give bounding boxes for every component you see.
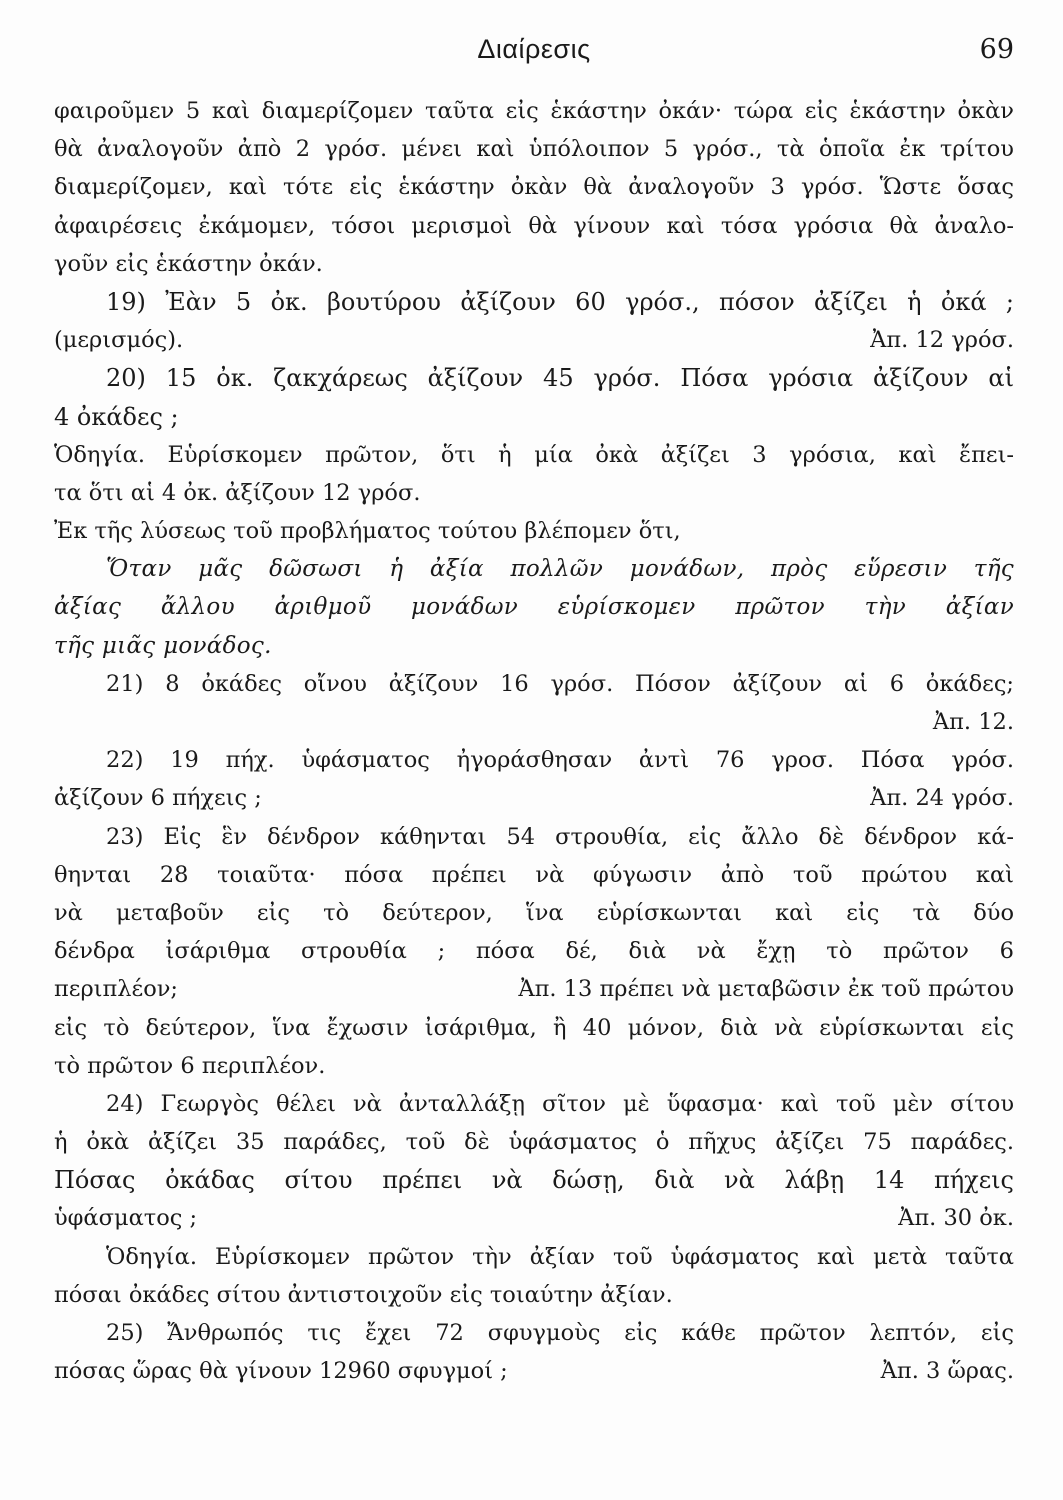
problem-20: 20) 15 ὀκ. ζακχάρεως ἀξίζουν 45 γρόσ. Πόσα γρόσια ἀξίζουν αἱ bbox=[106, 364, 1014, 393]
text-line: Ἐκ τῆς λύσεως τοῦ προβλήματος τούτου βλέπομεν ὅτι, bbox=[54, 518, 681, 545]
text-line bbox=[54, 1199, 1014, 1237]
text-line: τὸ πρῶτον 6 περιπλέον. bbox=[54, 1052, 326, 1079]
page-body bbox=[54, 92, 1014, 1390]
answer-25: Ἀπ. 3 ὥρας. bbox=[880, 1358, 1014, 1385]
answer-21: Ἀπ. 12. bbox=[932, 709, 1014, 735]
rule-text: τῆς μιᾶς μονάδος. bbox=[54, 632, 272, 659]
text-line: Πόσας ὀκάδας σίτου πρέπει νὰ δώσῃ, διὰ νὰ λάβῃ 14 πήχεις bbox=[54, 1166, 1014, 1195]
text-line bbox=[54, 1352, 1014, 1390]
text-fragment: ὑφάσματος ; bbox=[54, 1205, 198, 1232]
answer-23: Ἀπ. 13 πρέπει νὰ μεταβῶσιν ἐκ τοῦ πρώτου bbox=[518, 976, 1014, 1003]
problem-25: 25) Ἄνθρωπός τις ἔχει 72 σφυγμοὺς εἰς κάθε πρῶτον λεπτόν, εἰς bbox=[106, 1320, 1014, 1346]
text-line bbox=[54, 779, 1014, 817]
rule-text: ἀξίας ἄλλου ἀριθμοῦ μονάδων εὑρίσκομεν πρῶτον τὴν ἀξίαν bbox=[54, 594, 1014, 621]
problem-22: 22) 19 πήχ. ὑφάσματος ἠγοράσθησαν ἀντὶ 76 γροσ. Πόσα γρόσ. bbox=[106, 747, 1014, 774]
text-line: θηνται 28 τοιαῦτα· πόσα πρέπει νὰ φύγωσιν ἀπὸ τοῦ πρώτου καὶ bbox=[54, 861, 1014, 888]
text-fragment: περιπλέον; bbox=[54, 976, 179, 1003]
running-title: Διαίρεσις bbox=[477, 34, 591, 64]
text-line: εἰς τὸ δεύτερον, ἵνα ἔχωσιν ἰσάριθμα, ἢ 40 μόνον, διὰ νὰ εὑρίσκωνται εἰς bbox=[54, 1014, 1014, 1041]
text-line: θὰ ἀναλογοῦν ἀπὸ 2 γρόσ. μένει καὶ ὑπόλοιπον 5 γρόσ., τὰ ὁποῖα ἐκ τρίτου bbox=[54, 136, 1014, 163]
text-line: 4 ὀκάδες ; bbox=[54, 402, 179, 431]
answer-19: Ἀπ. 12 γρόσ. bbox=[870, 327, 1014, 354]
answer-24: Ἀπ. 30 ὀκ. bbox=[898, 1205, 1014, 1232]
problem-21: 21) 8 ὀκάδες οἴνου ἀξίζουν 16 γρόσ. Πόσον ἀξίζουν αἱ 6 ὀκάδες; bbox=[106, 670, 1014, 697]
text-line: πόσαι ὀκάδες σίτου ἀντιστοιχοῦν εἰς τοιαύτην ἀξίαν. bbox=[54, 1281, 673, 1308]
text-line: δένδρα ἰσάριθμα στρουθία ; πόσα δέ, διὰ νὰ ἔχῃ τὸ πρῶτον 6 bbox=[54, 938, 1014, 965]
problem-24: 24) Γεωργὸς θέλει νὰ ἀνταλλάξῃ σῖτον μὲ ὕφασμα· καὶ τοῦ μὲν σίτου bbox=[106, 1090, 1014, 1117]
page-header bbox=[54, 34, 1014, 74]
hint-20: Ὁδηγία. Εὑρίσκομεν πρῶτον, ὅτι ἡ μία ὀκὰ ἀξίζει 3 γρόσια, καὶ ἔπει- bbox=[54, 441, 1014, 468]
text-fragment: πόσας ὥρας θὰ γίνουν 12960 σφυγμοί ; bbox=[54, 1358, 508, 1385]
text-line: φαιροῦμεν 5 καὶ διαμερίζομεν ταῦτα εἰς ἑκάστην ὀκάν· τώρα εἰς ἑκάστην ὀκὰν bbox=[54, 98, 1014, 124]
text-fragment: (μερισμός). bbox=[54, 327, 184, 354]
text-line: γοῦν εἰς ἑκάστην ὀκάν. bbox=[54, 250, 323, 277]
text-line: τα ὅτι αἱ 4 ὀκ. ἀξίζουν 12 γρόσ. bbox=[54, 479, 421, 506]
text-line: ἡ ὀκὰ ἀξίζει 35 παράδες, τοῦ δὲ ὑφάσματος ὁ πῆχυς ἀξίζει 75 παράδες. bbox=[54, 1129, 1014, 1156]
text-line bbox=[54, 970, 1014, 1008]
text-fragment: ἀξίζουν 6 πήχεις ; bbox=[54, 785, 262, 812]
text-line bbox=[54, 321, 1014, 359]
page-number: 69 bbox=[979, 34, 1014, 65]
text-line: νὰ μεταβοῦν εἰς τὸ δεύτερον, ἵνα εὑρίσκωνται καὶ εἰς τὰ δύο bbox=[54, 899, 1014, 926]
rule-text: Ὅταν μᾶς δῶσωσι ἡ ἀξία πολλῶν μονάδων, πρὸς εὕρεσιν τῆς bbox=[106, 556, 1014, 583]
answer-22: Ἀπ. 24 γρόσ. bbox=[870, 785, 1014, 812]
problem-19: 19) Ἐὰν 5 ὀκ. βουτύρου ἀξίζουν 60 γρόσ., πόσον ἀξίζει ἡ ὀκά ; bbox=[106, 287, 1014, 316]
problem-23: 23) Εἰς ἓν δένδρον κάθηνται 54 στρουθία, εἰς ἄλλο δὲ δένδρον κά- bbox=[106, 823, 1014, 850]
text-line: διαμερίζομεν, καὶ τότε εἰς ἑκάστην ὀκὰν θὰ ἀναλογοῦν 3 γρόσ. Ὥστε ὅσας bbox=[54, 174, 1014, 201]
text-line: ἀφαιρέσεις ἐκάμομεν, τόσοι μερισμοὶ θὰ γίνουν καὶ τόσα γρόσια θὰ ἀναλο- bbox=[54, 212, 1014, 239]
hint-24: Ὁδηγία. Εὑρίσκομεν πρῶτον τὴν ἀξίαν τοῦ ὑφάσματος καὶ μετὰ ταῦτα bbox=[106, 1243, 1014, 1270]
